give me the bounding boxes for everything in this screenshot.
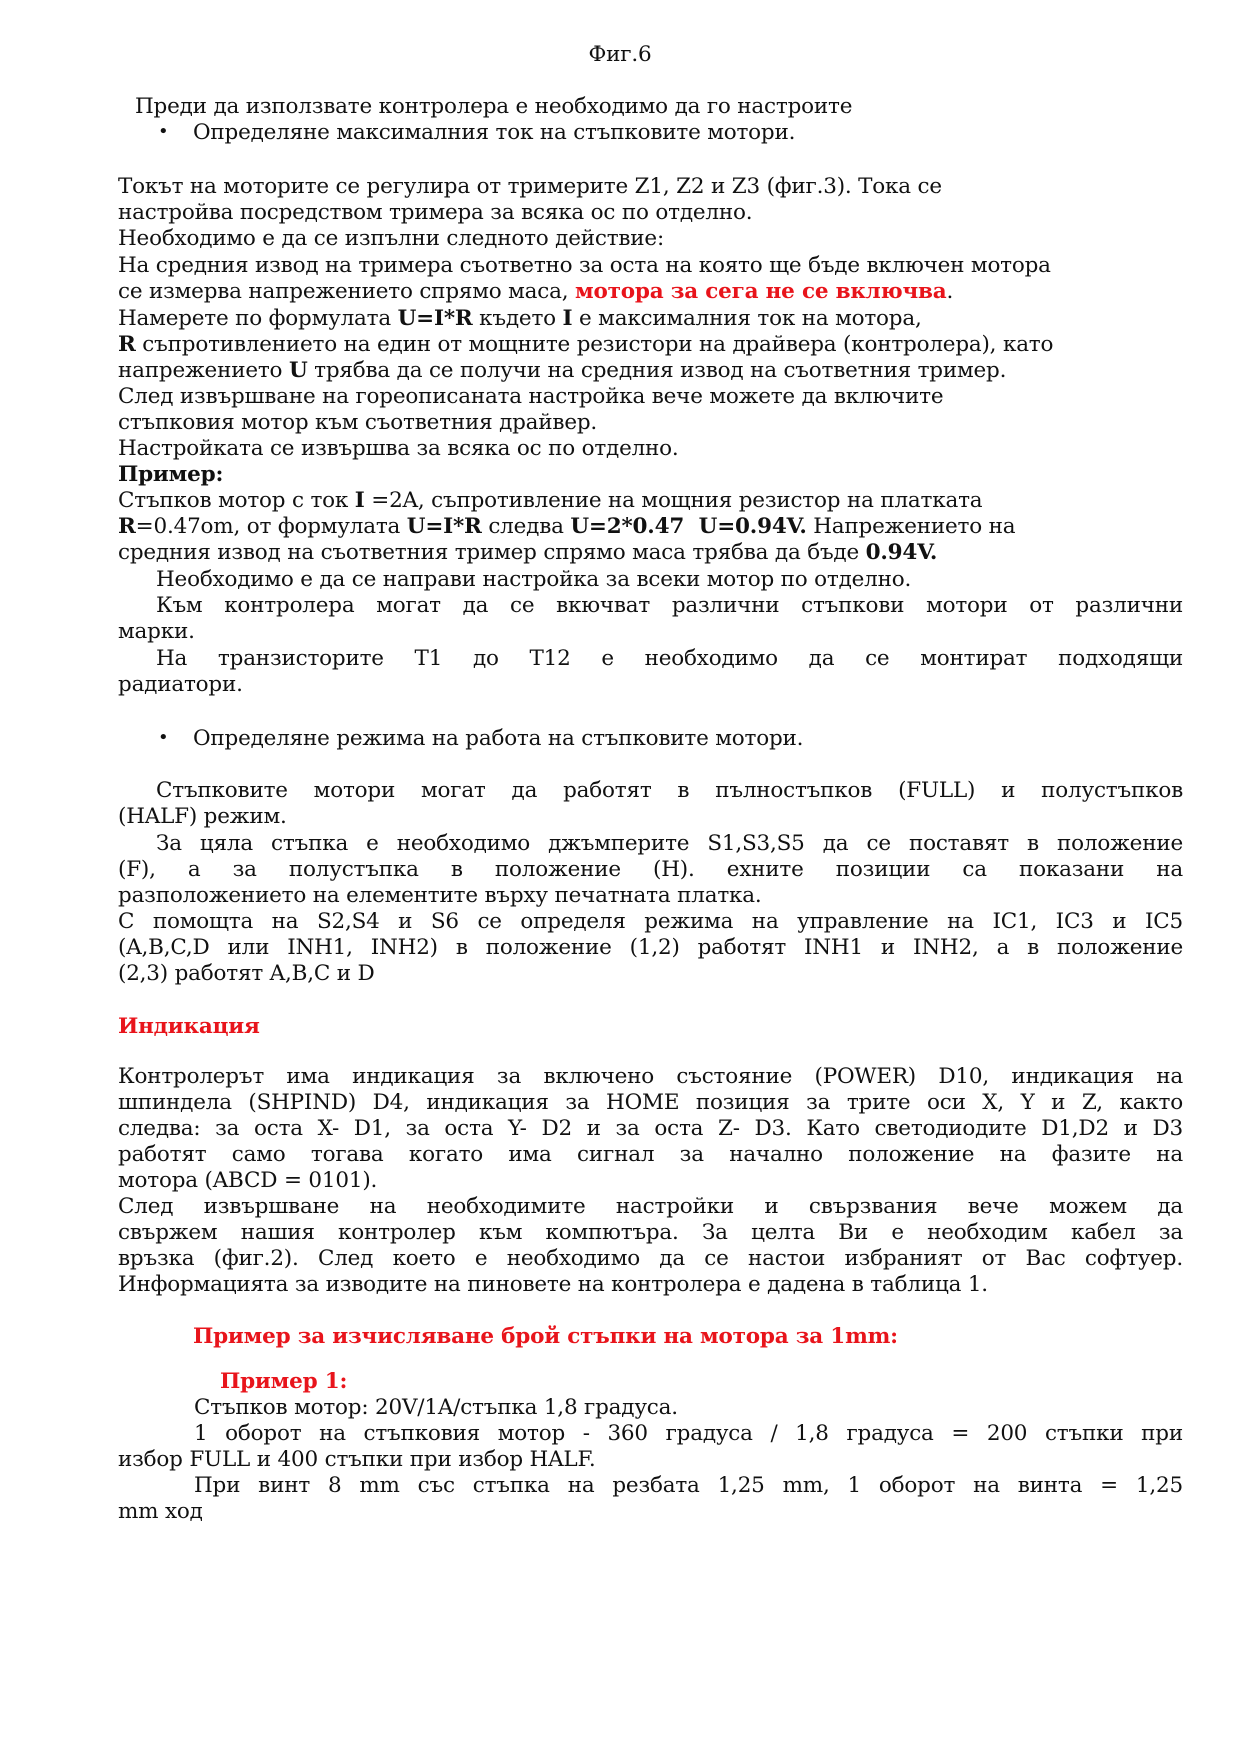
formula: U=I*R [397, 306, 473, 331]
p2-line4: На транзисторите T1 до T12 е необходимо да се монтират подходящи [156, 646, 1183, 671]
indication-line3: следва: за оста X- D1, за оста Y- D2 и за оста Z- D3. Като светодиодите D1,D2 и D3 [118, 1116, 1183, 1141]
calc-line2: 1 оборот на стъпковия мотор - 360 градуса / 1,8 градуса = 200 стъпки при [194, 1421, 1183, 1446]
p3-line7: (A,B,C,D или INH1, INH2) в положение (1,2) работят INH1 и INH2, а в положение [118, 935, 1183, 960]
result-value: 0.94V. [865, 540, 938, 565]
text: трябва да се получи на средния извод на съответния тример. [307, 358, 1007, 383]
p1-line10: стъпковия мотор към съответния драйвер. [118, 410, 598, 435]
text: =2A, съпротивление на мощния резистор на платката [364, 488, 983, 513]
symbol-i: I [354, 488, 365, 513]
p3-line8: (2,3) работят A,B,C и D [118, 961, 375, 986]
bullet-icon: • [158, 121, 169, 142]
indication-heading: Индикация [118, 1014, 260, 1039]
indication-line4: работят само тогава когато има сигнал за начално положение на фазите на [118, 1142, 1183, 1167]
indication-line6: След извършване на необходимите настройки и свързвания вече можем да [118, 1194, 1183, 1219]
indication-line8: връзка (фиг.2). След което е необходимо да се настои избраният от Вас софтуер. [118, 1246, 1183, 1271]
indication-line7: свържем нашия контролер към компютъра. За целта Ви е необходим кабел за [118, 1220, 1183, 1245]
calc-line4: При винт 8 mm със стъпка на резбата 1,25 mm, 1 оборот на винта = 1,25 [194, 1473, 1183, 1498]
text: Напрежението на [806, 514, 1016, 539]
symbol-r: R [118, 514, 136, 539]
p1-line6 [118, 304, 1183, 333]
p3-line2: (HALF) режим. [118, 804, 287, 829]
intro-text: Преди да използвате контролера е необходимо да го настроите [135, 94, 853, 119]
figure-caption: Фиг.6 [588, 42, 652, 67]
indication-line1: Контролерът има индикация за включено състояние (POWER) D10, индикация на [118, 1064, 1183, 1089]
p1-line9: След извършване на гореописаната настройка вече можете да включите [118, 384, 944, 409]
calc-line5: mm ход [118, 1499, 203, 1524]
p1-line8 [118, 356, 1183, 385]
indication-line2: шпиндела (SHPIND) D4, индикация за HOME позиция за трите оси X, Y и Z, както [118, 1090, 1183, 1115]
calc-heading: Пример за изчисляване брой стъпки на мотора за 1mm: [193, 1324, 898, 1349]
calc-line3: избор FULL и 400 стъпки при избор HALF. [118, 1447, 596, 1472]
text: съпротивлението на един от мощните резистори на драйвера (контролера), като [135, 332, 1054, 357]
bullet-max-current: Определяне максималния ток на стъпковите мотори. [193, 120, 796, 145]
text: средния извод на съответния тример спрямо маса трябва да бъде [118, 540, 866, 565]
symbol-r: R [118, 332, 136, 357]
p2-line1: Необходимо е да се направи настройка за всеки мотор по отделно. [156, 567, 912, 592]
calc-line1: Стъпков мотор: 20V/1A/стъпка 1,8 градуса. [194, 1395, 678, 1420]
p3-line4: (F), а за полустъпка в положение (H). ехните позиции са показани на [118, 857, 1183, 882]
formula: U=I*R [406, 514, 482, 539]
p1-line11: Настройката се извършва за всяка ос по отделно. [118, 436, 679, 461]
p3-line1: Стъпковите мотори могат да работят в пълностъпков (FULL) и полустъпков [156, 778, 1183, 803]
symbol-u: U [288, 358, 308, 383]
example1-heading: Пример 1: [220, 1369, 348, 1394]
p2-line2: Към контролера могат да се вкючват различни стъпкови мотори от различни [156, 593, 1183, 618]
example-line1 [118, 486, 1183, 515]
bullet-icon: • [158, 727, 169, 748]
calculation: U=2*0.47 U=0.94V. [570, 514, 807, 539]
text: където [472, 306, 563, 331]
p3-line6: С помощта на S2,S4 и S6 се определя режима на управление на IC1, IC3 и IC5 [118, 909, 1183, 934]
text: следва [481, 514, 571, 539]
indication-line5: мотора (ABCD = 0101). [118, 1168, 378, 1193]
text: =0.47om, от формулата [135, 514, 407, 539]
text: се измерва напрежението спрямо маса, [118, 279, 576, 304]
text: Намерете по формулата [118, 306, 398, 331]
example-line3 [118, 538, 1183, 567]
p1-line4: На средния извод на тримера съответно за оста на която ще бъде включен мотора [118, 253, 1051, 278]
p2-line3: марки. [118, 619, 195, 644]
text: напрежението [118, 358, 289, 383]
p1-line7 [118, 330, 1183, 359]
p1-line1: Токът на моторите се регулира от тримерите Z1, Z2 и Z3 (фиг.3). Тока се [118, 174, 942, 199]
p1-line3: Необходимо е да се изпълни следното действие: [118, 226, 665, 251]
symbol-i: I [562, 306, 573, 331]
p1-line2: настройва посредством тримера за всяка ос по отделно. [118, 200, 753, 225]
p2-line5: радиатори. [118, 672, 243, 697]
bullet-mode: Определяне режима на работа на стъпковите мотори. [193, 726, 804, 751]
text: Стъпков мотор с ток [118, 488, 355, 513]
example-title: Пример: [118, 462, 224, 487]
text: е максималния ток на мотора, [572, 306, 922, 331]
warning-text: мотора за сега не се включва [575, 279, 947, 304]
indication-line9: Информацията за изводите на пиновете на контролера е дадена в таблица 1. [118, 1272, 988, 1297]
p3-line5: разположението на елементите върху печатната платка. [118, 883, 762, 908]
p3-line3: За цяла стъпка е необходимо джъмперите S1,S3,S5 да се поставят в положение [156, 831, 1183, 856]
text: . [946, 279, 954, 304]
p1-line5 [118, 277, 1183, 306]
example-line2 [118, 512, 1183, 541]
